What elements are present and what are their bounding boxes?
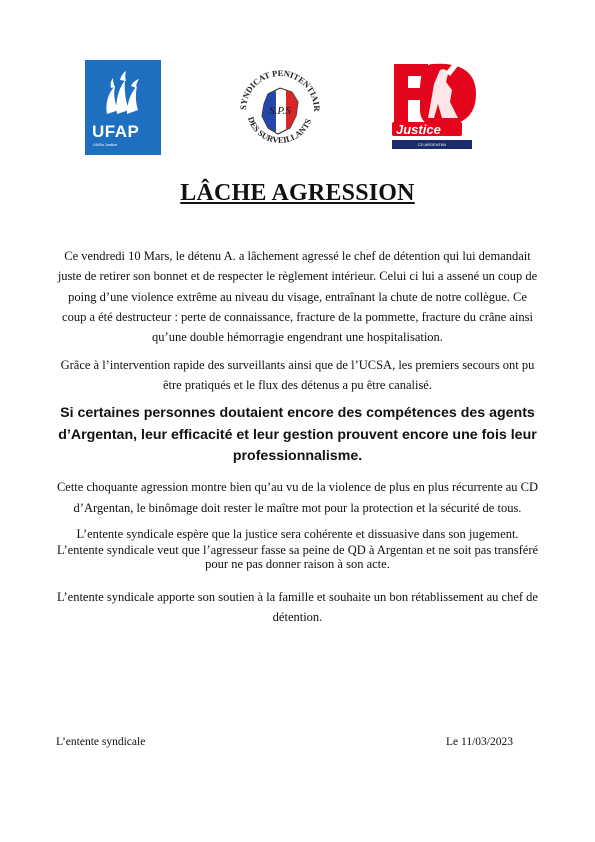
- sps-bottom-text: DES SURVEILLANTS: [245, 115, 314, 146]
- logo-row: [0, 58, 595, 158]
- ufap-subtitle: UNSa Justice: [93, 142, 118, 147]
- paragraph-binomage: Cette choquante agression montre bien qu’au vu de la violence de plus en plus récurrente au CD d’Argentan, le binômage doit rester le maître mot pour la protection et la sécurité de tous.: [56, 479, 539, 515]
- paragraph-transfer: L’entente syndicale veut que l’agresseur fasse sa peine de QD à Argentan et ne soit pas transféré pour ne pas donner raison à son acte.: [56, 542, 539, 571]
- paragraph-justice: L’entente syndicale espère que la justice sera cohérente et dissuasive dans son jugement.: [76, 526, 519, 541]
- document-body: [56, 246, 539, 627]
- ufap-flame-icon: [85, 60, 161, 120]
- ufap-wordmark: UFAP: [92, 122, 140, 141]
- paragraph-intervention: Grâce à l’intervention rapide des surveillants ainsi que de l’UCSA, les premiers secours ont pu être pratiqués et le flux des détenus a pu être canalisé.: [60, 358, 535, 393]
- fo-justice-label: Justice: [396, 122, 441, 137]
- sps-initials: S.P.S: [269, 105, 291, 117]
- paragraph-professionalism: Si certaines personnes doutaient encore des compétences des agents d’Argentan, leur efficacité et leur gestion prouvent encore une fois leur professionnalisme.: [58, 405, 537, 465]
- paragraph-support: L’entente syndicale apporte son soutien à la famille et souhaite un bon rétablissement au chef de détention.: [57, 589, 538, 624]
- page-title: LÂCHE AGRESSION: [180, 180, 415, 206]
- ufap-logo: [85, 60, 161, 155]
- sps-top-text: SYNDICAT PENITENTIAIR: [237, 67, 323, 112]
- signature: L’entente syndicale: [56, 736, 146, 748]
- fo-banner: CD ARGENTAN: [392, 140, 472, 149]
- paragraph-incident: Ce vendredi 10 Mars, le détenu A. a lâchement agressé le chef de détention qui lui demandait juste de retirer son bonnet et de respecter le règlement intérieur. Celui ci lui a assené un coup de poing d’une violence extrême au niveau du visage, entraînant la chute de notre collègue. Ce coup a été destructeur : perte de connaissance, fracture de la pommette, fracture du crâne ainsi qu’une double hémorragie engendrant une hospitalisation.: [57, 249, 538, 345]
- fo-justice-logo: [388, 60, 478, 152]
- sps-seal-icon: [232, 58, 327, 158]
- sps-logo: [232, 58, 327, 158]
- fo-emblem-icon: [388, 60, 478, 140]
- document-date: Le 11/03/2023: [446, 736, 513, 748]
